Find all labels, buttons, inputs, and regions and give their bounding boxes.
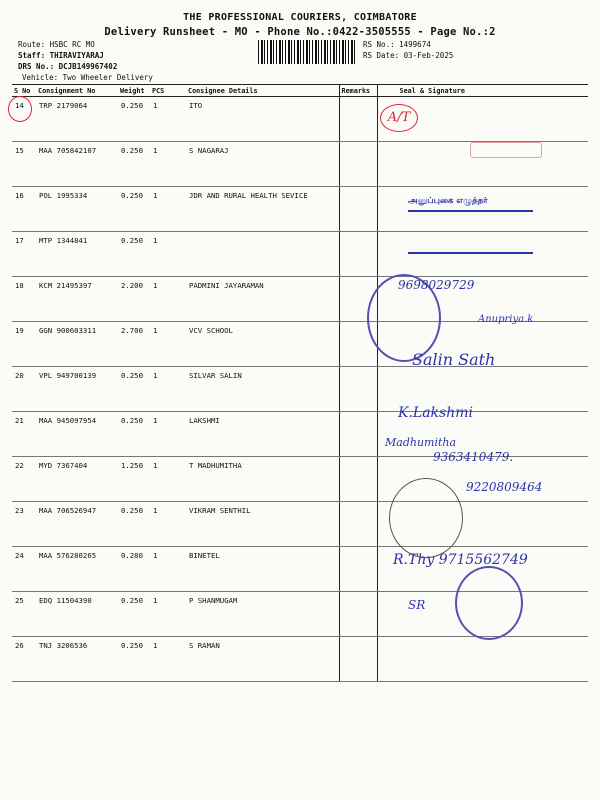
cell-consignee: PADMINI JAYARAMAN (186, 277, 339, 322)
cell-pcs: 1 (150, 367, 186, 412)
cell-consignee (186, 232, 339, 277)
col-weight: Weight (118, 85, 150, 97)
cell-consignee: S RAMAN (186, 637, 339, 682)
signature-row-22-phone: 9363410479. (433, 450, 514, 464)
cell-consignee: ITO (186, 97, 339, 142)
rs-number: RS No.: 1499674 (363, 40, 431, 49)
cell-sno: 23 (12, 502, 36, 547)
signature-row-20: Salin Sath (412, 350, 496, 369)
cell-consignee: JDR AND RURAL HEALTH SEVICE (186, 187, 339, 232)
round-seal-3 (455, 566, 523, 640)
cell-weight: 2.700 (118, 322, 150, 367)
cell-sno: 22 (12, 457, 36, 502)
cell-weight: 0.250 (118, 592, 150, 637)
cell-sno: 15 (12, 142, 36, 187)
at-mark: A/T (380, 104, 418, 132)
cell-consignment: MAA 705842107 (36, 142, 118, 187)
cell-sno: 25 (12, 592, 36, 637)
cell-weight: 0.250 (118, 142, 150, 187)
rs-date: RS Date: 03-Feb-2025 (363, 51, 454, 60)
cell-sno: 20 (12, 367, 36, 412)
signature-row-18: 9698029729 (398, 278, 475, 292)
cell-consignment: KCM 21495397 (36, 277, 118, 322)
cell-weight: 0.250 (118, 412, 150, 457)
cell-consignee: P SHANMUGAM (186, 592, 339, 637)
cell-weight: 0.250 (118, 367, 150, 412)
cell-weight: 2.200 (118, 277, 150, 322)
cell-consignment: POL 1995334 (36, 187, 118, 232)
table-row (12, 97, 588, 142)
cell-weight: 0.250 (118, 97, 150, 142)
cell-remarks (339, 457, 377, 502)
staff-label: Staff: (18, 51, 46, 60)
cell-consignee: LAKSHMI (186, 412, 339, 457)
cell-consignment: TRP 2179064 (36, 97, 118, 142)
cell-consignment: MAA 945097954 (36, 412, 118, 457)
cell-consignment: MYD 7367404 (36, 457, 118, 502)
col-seal-signature: Seal & Signature (377, 85, 588, 97)
signature-row-26: SR (408, 598, 426, 612)
table-row (12, 367, 588, 412)
cell-consignee: VIKRAM SENTHIL (186, 502, 339, 547)
table-row (12, 637, 588, 682)
cell-sno: 17 (12, 232, 36, 277)
cell-consignee: VCV SCHOOL (186, 322, 339, 367)
signature-row-25: R.Thy 9715562749 (393, 552, 528, 568)
cell-remarks (339, 367, 377, 412)
cell-sno: 16 (12, 187, 36, 232)
cell-pcs: 1 (150, 187, 186, 232)
round-seal-2 (389, 478, 463, 558)
cell-pcs: 1 (150, 97, 186, 142)
col-consignee: Consignee Details (186, 85, 339, 97)
cell-pcs: 1 (150, 232, 186, 277)
cell-sno: 21 (12, 412, 36, 457)
dept-stamp: அனுப்புகை எழுத்தர் (408, 196, 488, 206)
cell-consignment: TNJ 3206536 (36, 637, 118, 682)
cell-pcs: 1 (150, 412, 186, 457)
cell-sno: 26 (12, 637, 36, 682)
cell-consignment: GGN 900603311 (36, 322, 118, 367)
barcode (258, 40, 356, 64)
drs-label: DRS No.: (18, 62, 55, 71)
cell-pcs: 1 (150, 502, 186, 547)
cell-remarks (339, 547, 377, 592)
faded-date-stamp (470, 142, 542, 158)
signature-row-22-name: Madhumitha (385, 436, 457, 449)
cell-remarks (339, 142, 377, 187)
cell-remarks (339, 592, 377, 637)
cell-pcs: 1 (150, 142, 186, 187)
cell-remarks (339, 97, 377, 142)
cell-pcs: 1 (150, 637, 186, 682)
cell-weight: 0.250 (118, 502, 150, 547)
row-14-circle-mark (8, 96, 32, 122)
cell-consignment: EDQ 11504390 (36, 592, 118, 637)
cell-pcs: 1 (150, 592, 186, 637)
staff-info (18, 51, 104, 61)
route-info: Route: HSBC RC MO (18, 40, 95, 49)
cell-remarks (339, 232, 377, 277)
staff-value: THIRAVIYARAJ (49, 51, 104, 60)
signature-row-19: Anupriya.k (478, 314, 534, 325)
cell-weight: 0.250 (118, 637, 150, 682)
cell-weight: 1.250 (118, 457, 150, 502)
cell-consignee: S NAGARAJ (186, 142, 339, 187)
table-header (12, 85, 588, 97)
cell-pcs: 1 (150, 277, 186, 322)
cell-consignee: BINETEL (186, 547, 339, 592)
cell-weight: 0.280 (118, 547, 150, 592)
cell-sno: 18 (12, 277, 36, 322)
table-row (12, 322, 588, 367)
runsheet-title: Delivery Runsheet - MO - Phone No.:0422-3505555 - Page No.:2 (104, 26, 496, 38)
col-sno: S No (12, 85, 36, 97)
dept-stamp-lines (408, 210, 533, 254)
drs-info (18, 62, 117, 72)
cell-remarks (339, 502, 377, 547)
cell-consignment: VPL 949700139 (36, 367, 118, 412)
cell-weight: 0.250 (118, 232, 150, 277)
cell-consignment: MAA 706526947 (36, 502, 118, 547)
cell-remarks (339, 637, 377, 682)
cell-sno: 14 (12, 97, 36, 142)
cell-pcs: 1 (150, 547, 186, 592)
cell-consignment: MAA 576280265 (36, 547, 118, 592)
col-remarks: Remarks (339, 85, 377, 97)
signature-row-21: K.Lakshmi (398, 405, 473, 421)
signature-row-23: 9220809464 (466, 480, 543, 494)
company-title: THE PROFESSIONAL COURIERS, COIMBATORE (183, 12, 417, 23)
cell-pcs: 1 (150, 457, 186, 502)
cell-remarks (339, 412, 377, 457)
cell-seal-signature (377, 637, 588, 682)
table-row (12, 502, 588, 547)
cell-consignment: MTP 1344841 (36, 232, 118, 277)
cell-consignee: T MADHUMITHA (186, 457, 339, 502)
drs-value: DCJB149967402 (58, 62, 118, 71)
cell-sno: 19 (12, 322, 36, 367)
cell-pcs: 1 (150, 322, 186, 367)
cell-consignee: SILVAR SALIN (186, 367, 339, 412)
cell-sno: 24 (12, 547, 36, 592)
cell-remarks (339, 187, 377, 232)
col-pcs: PCS (150, 85, 186, 97)
col-consignment: Consignment No (36, 85, 118, 97)
vehicle-info: Vehicle: Two Wheeler Delivery (22, 73, 153, 82)
cell-weight: 0.250 (118, 187, 150, 232)
